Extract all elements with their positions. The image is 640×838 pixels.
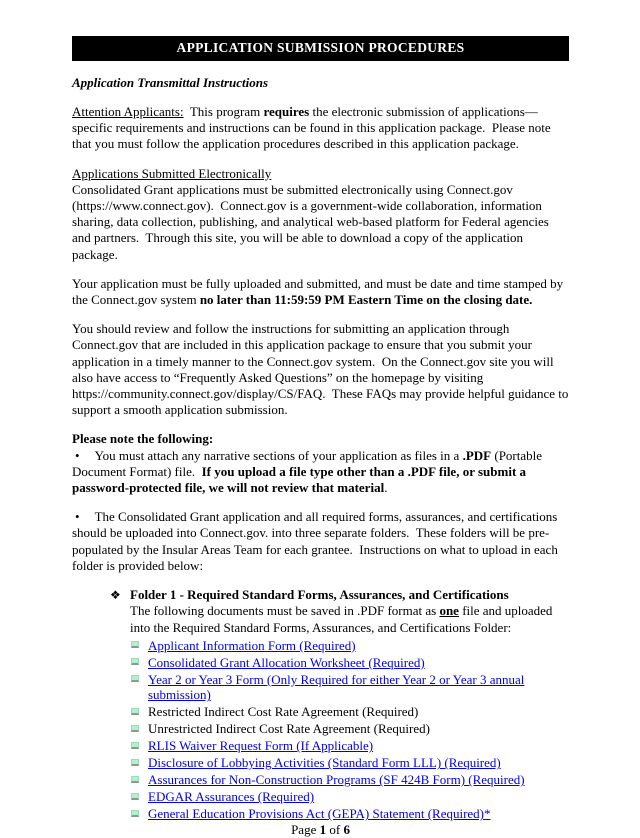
folder1-block (110, 587, 569, 822)
link-year2-year3-form[interactable]: Year 2 or Year 3 Form (Only Required for either Year 2 or Year 3 annual submission) (148, 671, 525, 703)
subtitle-transmittal-instructions: Application Transmittal Instructions (72, 75, 269, 90)
link-edgar-assurances[interactable]: EDGAR Assurances (Required) (148, 789, 315, 805)
folder1-intro-text-1: The following documents must be saved in .PDF format as (130, 603, 440, 619)
list-item-non-construction-assurances (148, 772, 569, 788)
bullet-pdf-requirement (72, 448, 569, 497)
footer-page-number: 1 (319, 821, 327, 837)
square-bullet-icon (131, 641, 139, 648)
footer-page-word: Page (291, 821, 320, 837)
square-bullet-icon (131, 658, 139, 665)
square-bullet-icon (131, 810, 139, 817)
attention-bold-requires: requires (263, 104, 310, 119)
diamond-bullet-icon: ❖ (110, 588, 121, 603)
bullet-icon: • (75, 509, 80, 525)
attention-text-1: This program (183, 104, 264, 119)
attention-text-2: the electronic submission of applications—specific requirements and instructions can be found in this application package. Please note that you must follow the application procedures described in this application package. (72, 104, 554, 152)
deadline-text: Your application must be fully uploaded and submitted, and must be date and time stamped by the Connect.gov system (72, 275, 567, 308)
attention-paragraph (72, 104, 569, 153)
list-item-rlis-waiver (148, 738, 569, 754)
link-rlis-waiver[interactable]: RLIS Waiver Request Form (If Applicable) (148, 738, 374, 754)
list-item-restricted-indirect-cost (148, 704, 569, 720)
please-note-heading: Please note the following: (72, 431, 214, 447)
bullet2-text: The Consolidated Grant application and all required forms, assurances, and certifications should be uploaded into Connect.gov. into three separate folders. These folders will be pre-populated by the Insular Areas Team for each grantee. Instructions on what to upload in each folder is provided below: (72, 509, 562, 573)
link-gepa-statement[interactable]: General Education Provisions Act (GEPA) Statement (Required)* (148, 806, 491, 822)
required-documents-list (148, 638, 569, 822)
list-item-applicant-information-form (148, 638, 569, 654)
square-bullet-icon (131, 725, 139, 732)
folder1-intro-text-2: file and uploaded into the Required Standard Forms, Assurances, and Certifications Folder: (130, 603, 556, 635)
list-item-unrestricted-indirect-cost (148, 721, 569, 737)
link-allocation-worksheet[interactable]: Consolidated Grant Allocation Worksheet (Required) (148, 654, 425, 670)
square-bullet-icon (131, 776, 139, 783)
electronic-body: Consolidated Grant applications must be submitted electronically using Connect.gov (https://www.connect.gov). Connect.gov is a government-wide collaboration, information sharing, data collection, publishing, and analytical web-based platform for Federal agencies and partners. Through this site, you will be able to download a copy of the application package. (72, 181, 553, 262)
attention-label: Attention Applicants: (72, 104, 184, 119)
list-item-year2-year3-form (148, 672, 569, 703)
bullet1-text-1: You must attach any narrative sections of your application as files in a (94, 447, 463, 463)
footer-total-pages: 6 (343, 821, 350, 837)
electronic-submission-section (72, 166, 569, 263)
square-bullet-icon (131, 793, 139, 800)
list-item-edgar-assurances (148, 789, 569, 805)
folder1-heading: Folder 1 - Required Standard Forms, Assurances, and Certifications (130, 587, 509, 603)
review-paragraph: You should review and follow the instructions for submitting an application through Connect.gov that are included in this application package to ensure that you submit your application in a timely manner to the Connect.gov system. On the Connect.gov site you will also have access to “Frequently Asked Questions” on the homepage by visiting https://community.connect.gov/display/CS/FAQ. These FAQs may provide helpful guidance to support a smooth application submission. (72, 321, 572, 418)
list-item-allocation-worksheet (148, 655, 569, 671)
document-title-bar (72, 36, 569, 61)
square-bullet-icon (131, 759, 139, 766)
electronic-heading: Applications Submitted Electronically (72, 165, 272, 181)
text-restricted-indirect-cost: Restricted Indirect Cost Rate Agreement (Required) (148, 704, 419, 720)
text-unrestricted-indirect-cost: Unrestricted Indirect Cost Rate Agreement (Required) (148, 721, 430, 737)
folder1-heading-row (110, 587, 569, 603)
square-bullet-icon (131, 675, 139, 682)
link-applicant-information-form[interactable]: Applicant Information Form (Required) (148, 637, 356, 653)
page-footer (72, 822, 569, 838)
list-item-lobbying-disclosure (148, 755, 569, 771)
link-lobbying-disclosure[interactable]: Disclosure of Lobbying Activities (Standard Form LLL) (Required) (148, 755, 501, 771)
bullet-folders-instruction (72, 509, 569, 574)
deadline-bold: no later than 11:59:59 PM Eastern Time on the closing date. (199, 292, 533, 308)
square-bullet-icon (131, 742, 139, 749)
footer-of-word: of (326, 821, 344, 837)
document-title: APPLICATION SUBMISSION PROCEDURES (176, 40, 465, 55)
folder1-intro (130, 603, 569, 635)
list-item-gepa-statement (148, 806, 569, 822)
deadline-paragraph (72, 276, 569, 308)
bullet1-text-3: . (384, 480, 388, 496)
bullet-icon: • (75, 447, 80, 463)
bullet1-bold-warning: If you upload a file type other than a .PDF file, or submit a password-protected file, we will not review that material (72, 463, 530, 496)
bullet1-bold-pdf: .PDF (462, 447, 492, 463)
bullet1-text-2: (Portable Document Format) file. (72, 447, 546, 479)
link-non-construction-assurances[interactable]: Assurances for Non-Construction Programs (SF 424B Form) (Required) (148, 772, 525, 788)
folder1-intro-one: one (439, 603, 459, 619)
square-bullet-icon (131, 708, 139, 715)
